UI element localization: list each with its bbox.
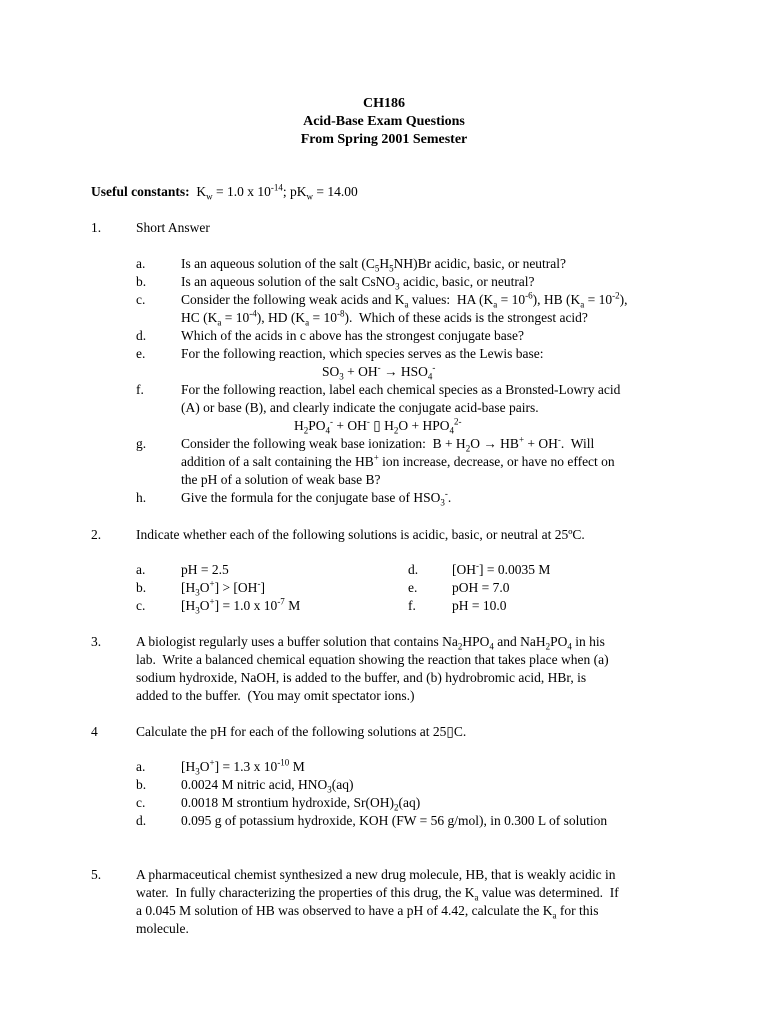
q4-text: Calculate the pH for each of the following solutions at 25▯C. xyxy=(136,724,467,739)
semester-subtitle: From Spring 2001 Semester xyxy=(300,132,468,147)
q4b-text: 0.0024 M nitric acid, $HNO_3(aq)$ xyxy=(181,777,354,795)
q4c-letter: c. xyxy=(136,795,146,810)
q1b-letter: b. xyxy=(136,274,147,289)
q1g-text-line2: addition of a salt containing the HB+ ion increase, decrease, or have no effect on xyxy=(181,452,615,469)
q1g-text-line1: Consider the following weak base ionization: $B + H_2O \to HB^+ + OH^-$. Will xyxy=(181,434,595,454)
q1c-text-line2: HC $(K_a = 10^{-4})$, HD $(K_a = 10^{-8})$. Which of these acids is the strongest acid? xyxy=(181,308,588,328)
q2c-text: $[H_3O^+] = 1.0$ x $10^{-7}$ M xyxy=(181,596,301,616)
q1h-letter: h. xyxy=(136,490,147,505)
q4b-letter: b. xyxy=(136,777,147,792)
q2b-text: $[H_3O^+] > [OH^-]$ xyxy=(181,578,265,598)
q2a-text: pH = 2.5 xyxy=(181,562,229,577)
constants-label: Useful constants: xyxy=(91,184,190,199)
q2e-letter: e. xyxy=(408,580,418,595)
q4d-letter: d. xyxy=(136,813,147,828)
q5-text-line2: water. In fully characterizing the properties of this drug, the $K_a$ value was determined. If xyxy=(136,885,619,903)
q3-number: 3. xyxy=(91,634,102,649)
q1f-letter: f. xyxy=(136,382,144,397)
q2e-text: pOH = 7.0 xyxy=(452,580,510,595)
q4a-text: $[H_3O^+] = 1.3$ x $10^{-10}$ M xyxy=(181,757,305,777)
q1h-text: Give the formula for the conjugate base of $HSO_3^-$. xyxy=(181,488,452,508)
q2d-text: [OH-] = 0.0035 M xyxy=(452,560,551,577)
q2-text: Indicate whether each of the following solutions is acidic, basic, or neutral at 25ºC. xyxy=(136,527,585,542)
q2a-letter: a. xyxy=(136,562,146,577)
q2d-letter: d. xyxy=(408,562,419,577)
q2-number: 2. xyxy=(91,527,102,542)
q5-text-line4: molecule. xyxy=(136,921,189,936)
q4c-text: 0.0018 M strontium hydroxide, $Sr(OH)_2(aq)$ xyxy=(181,795,421,813)
q2f-text: pH = 10.0 xyxy=(452,598,507,613)
q5-text-line1: A pharmaceutical chemist synthesized a new drug molecule, HB, that is weakly acidic in xyxy=(136,867,616,882)
q1b-text: Is an aqueous solution of the salt CsNO$_3$ acidic, basic, or neutral? xyxy=(181,274,535,292)
q4d-text: 0.095 g of potassium hydroxide, KOH (FW = 56 g/mol), in 0.300 L of solution xyxy=(181,813,608,828)
q1f-text-line2: (A) or base (B), and clearly indicate the conjugate acid-base pairs. xyxy=(181,400,539,415)
q1a-text: Is an aqueous solution of the salt $(C_5H_5NH)Br$ acidic, basic, or neutral? xyxy=(181,256,567,274)
q5-text-line3: a 0.045 M solution of HB was observed to have a pH of 4.42, calculate the $K_a$ for this xyxy=(136,903,599,921)
q1-number: 1. xyxy=(91,220,102,235)
document-title: Acid-Base Exam Questions xyxy=(303,114,465,129)
q1d-letter: d. xyxy=(136,328,147,343)
q3-text-line2: lab. Write a balanced chemical equation showing the reaction that takes place when (a) xyxy=(136,652,609,667)
q1f-text-line1: For the following reaction, label each chemical species as a Bronsted-Lowry acid xyxy=(181,382,621,397)
q1c-text-line1: Consider the following weak acids and $K_a$ values: HA $(K_a = 10^{-6})$, HB $(K_a = 10^{-2})$, xyxy=(181,290,628,310)
q4-number: 4 xyxy=(91,724,98,739)
q1g-letter: g. xyxy=(136,436,147,451)
q1d-text: Which of the acids in c above has the strongest conjugate base? xyxy=(181,328,525,343)
q1e-letter: e. xyxy=(136,346,146,361)
q5-number: 5. xyxy=(91,867,102,882)
q1f-equation: $H_2PO_4^- + OH^-$ ▯ $H_2O + HPO_4^{2-}$ xyxy=(294,416,462,436)
q2c-letter: c. xyxy=(136,598,146,613)
q3-text-line4: added to the buffer. (You may omit spectator ions.) xyxy=(136,688,415,703)
course-code: CH186 xyxy=(363,96,405,111)
q1e-equation: $SO_3 + OH^- \to HSO_4^-$ xyxy=(322,362,436,382)
useful-constants: Useful constants: $K_w = 1.0$ x $10^{-14}$; $pK_w = 14.00$ xyxy=(91,182,358,202)
q1c-letter: c. xyxy=(136,292,146,307)
q1e-text: For the following reaction, which species serves as the Lewis base: xyxy=(181,346,544,361)
q1g-text-line3: the pH of a solution of weak base B? xyxy=(181,472,381,487)
q4a-letter: a. xyxy=(136,759,146,774)
q3-text-line1: A biologist regularly uses a buffer solution that contains $Na_2HPO_4$ and $NaH_2PO_4$ in his xyxy=(136,634,605,652)
q2f-letter: f. xyxy=(408,598,416,613)
q1a-letter: a. xyxy=(136,256,146,271)
q2b-letter: b. xyxy=(136,580,147,595)
q3-text-line3: sodium hydroxide, NaOH, is added to the buffer, and (b) hydrobromic acid, HBr, is xyxy=(136,670,587,685)
q1-title: Short Answer xyxy=(136,220,210,235)
